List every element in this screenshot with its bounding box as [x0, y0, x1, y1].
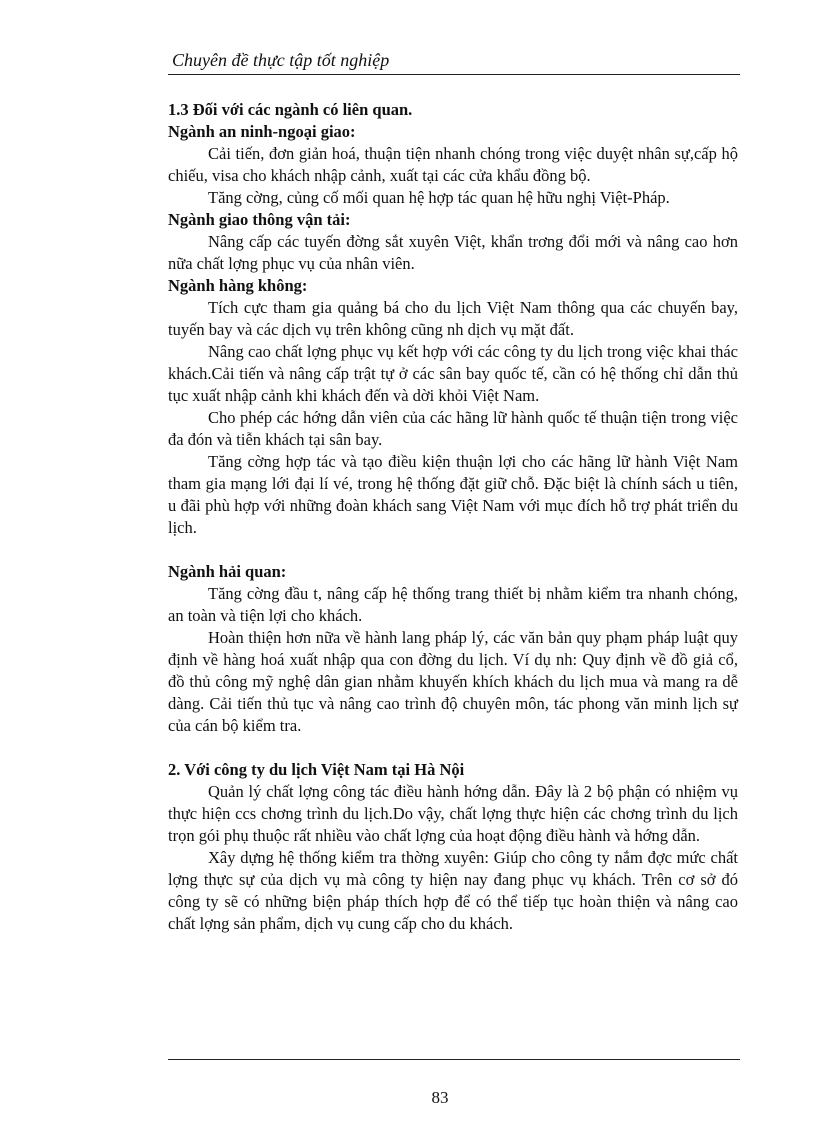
header-title: Chuyên đề thực tập tốt nghiệp	[172, 50, 390, 70]
paragraph: Xây dựng hệ thống kiểm tra thờng xuyên: Giúp cho công ty nắm đợc mức chất lợng thực sự của dịch vụ mà công ty hiện nay đang phục vụ khách. Trên cơ sở đó công ty sẽ có những biện pháp thích hợp để có thể tiếp tục hoàn thiện và nâng cao chất lợng sản phẩm, dịch vụ cung cấp cho du khách.	[168, 848, 738, 933]
paragraph: Tăng cờng, củng cố mối quan hệ hợp tác quan hệ hữu nghị Việt-Pháp.	[208, 188, 670, 207]
paragraph: Hoàn thiện hơn nữa về hành lang pháp lý, các văn bản quy phạm pháp luật quy định về hàng hoá xuất nhập qua con đờng du lịch. Ví dụ nh: Quy định về đồ giả cổ, đồ thủ công mỹ nghệ dân gian nhằm khuyến khích khách du lịch mua và mang ra dễ dàng. Cải tiến thủ tục và nâng cao trình độ chuyên môn, tác phong văn minh lịch sự của cán bộ kiểm tra.	[168, 628, 738, 735]
page-number: 83	[431, 1088, 449, 1107]
document-body	[168, 99, 738, 935]
subsection-heading: Ngành hải quan:	[168, 562, 287, 581]
paragraph: Nâng cao chất lợng phục vụ kết hợp với các công ty du lịch trong việc khai thác khách.Cải tiến và nâng cấp trật tự ở các sân bay quốc tế, cần có hệ thống chỉ dẫn thủ tục xuất nhập cảnh khi khách đến và dời khỏi Việt Nam.	[168, 342, 738, 405]
subsection-heading: Ngành an ninh-ngoại giao:	[168, 122, 356, 141]
paragraph: Nâng cấp các tuyến đờng sắt xuyên Việt, khẩn trơng đổi mới và nâng cao hơn nữa chất lợng phục vụ của nhân viên.	[168, 232, 738, 273]
paragraph: Tích cực tham gia quảng bá cho du lịch Việt Nam thông qua các chuyến bay, tuyến bay và các dịch vụ trên không cũng nh dịch vụ mặt đất.	[168, 298, 738, 339]
subsection-heading: Ngành hàng không:	[168, 276, 308, 295]
paragraph: Tăng cờng đầu t, nâng cấp hệ thống trang thiết bị nhằm kiểm tra nhanh chóng, an toàn và tiện lợi cho khách.	[168, 584, 738, 625]
subsection-heading: Ngành giao thông vận tải:	[168, 210, 351, 229]
paragraph: Cải tiến, đơn giản hoá, thuận tiện nhanh chóng trong việc duyệt nhân sự,cấp hộ chiếu, visa cho khách nhập cảnh, xuất tại các cửa khẩu đồng bộ.	[168, 144, 738, 185]
footer-rule	[168, 1059, 740, 1060]
paragraph: Cho phép các hớng dẫn viên của các hãng lữ hành quốc tế thuận tiện trong việc đa đón và tiễn khách tại sân bay.	[168, 408, 738, 449]
paragraph: Tăng cờng hợp tác và tạo điều kiện thuận lợi cho các hãng lữ hành Việt Nam tham gia mạng lới đại lí vé, trong hệ thống đặt giữ chỗ. Đặc biệt là chính sách u tiên, u đãi phù hợp với những đoàn khách sang Việt Nam với mục đích hỗ trợ phát triển du lịch.	[168, 452, 738, 537]
section-heading: 1.3 Đối với các ngành có liên quan.	[168, 100, 413, 119]
header-rule	[168, 74, 740, 75]
paragraph: Quản lý chất lợng công tác điều hành hớng dẫn. Đây là 2 bộ phận có nhiệm vụ thực hiện ccs chơng trình du lịch.Do vậy, chất lợng thực hiện các chơng trình du lịch trọn gói phụ thuộc rất nhiều vào chất lợng của hoạt động điều hành và hớng dẫn.	[168, 782, 738, 845]
section-heading: 2. Với công ty du lịch Việt Nam tại Hà Nội	[168, 760, 465, 779]
